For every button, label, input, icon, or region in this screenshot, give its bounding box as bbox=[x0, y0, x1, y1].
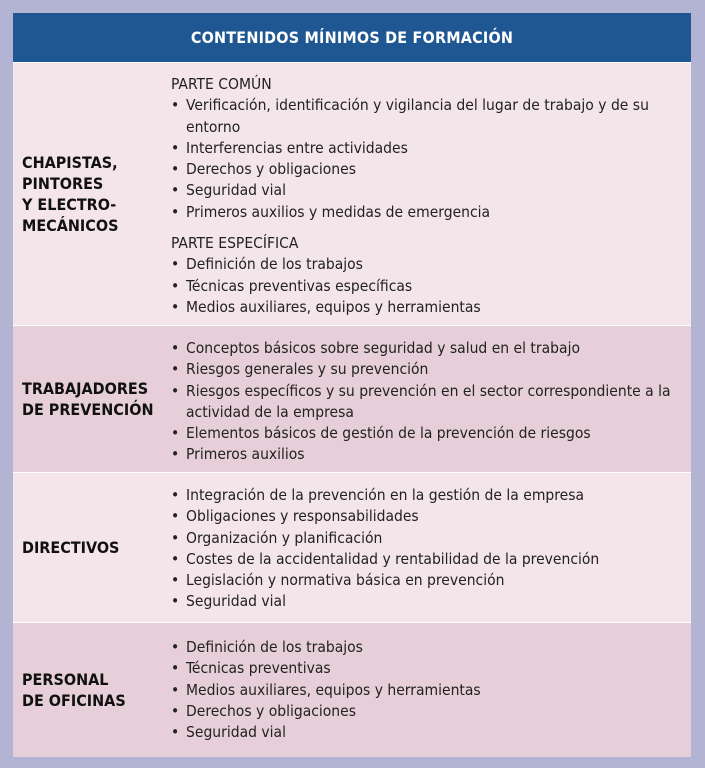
list-item bbox=[171, 381, 683, 424]
list-item-text: Legislación y normativa básica en prevención bbox=[186, 571, 505, 590]
list-item-text: Organización y planificación bbox=[186, 528, 383, 547]
list-item bbox=[171, 485, 683, 506]
list-item bbox=[171, 423, 683, 444]
list-item bbox=[171, 680, 683, 701]
list-item-text: Derechos y obligaciones bbox=[186, 701, 356, 720]
list-item bbox=[171, 528, 683, 549]
list-item-text: Definición de los trabajos bbox=[186, 638, 363, 656]
table-header bbox=[13, 13, 691, 62]
list-item bbox=[171, 95, 683, 138]
list-item bbox=[171, 276, 683, 297]
list-item-text: Técnicas preventivas específicas bbox=[186, 276, 413, 295]
list-item bbox=[171, 637, 683, 658]
bullet-icon: • bbox=[171, 160, 180, 179]
table-row-trabajadores bbox=[13, 325, 691, 472]
list-item bbox=[171, 297, 683, 318]
list-personal-oficinas bbox=[171, 637, 683, 743]
bullet-icon: • bbox=[171, 638, 180, 656]
bullet-icon: • bbox=[171, 255, 180, 274]
list-item-text: Seguridad vial bbox=[186, 592, 286, 611]
bullet-icon: • bbox=[171, 528, 180, 547]
bullet-icon: • bbox=[171, 424, 180, 443]
bullet-icon: • bbox=[171, 138, 180, 157]
list-item-text: Riesgos específicos y su prevención en el sector correspondiente a la actividad de la empresa bbox=[186, 381, 671, 421]
bullet-icon: • bbox=[171, 549, 180, 568]
section-title-especifica: PARTE ESPECÍFICA bbox=[171, 234, 299, 253]
list-item-text: Seguridad vial bbox=[186, 723, 286, 742]
category-label: CHAPISTAS, PINTORES Y ELECTRO- MECÁNICOS bbox=[22, 153, 119, 235]
list-item-text: Interferencias entre actividades bbox=[186, 138, 408, 157]
bullet-icon: • bbox=[171, 701, 180, 720]
bullet-icon: • bbox=[171, 659, 180, 678]
table-title: CONTENIDOS MÍNIMOS DE FORMACIÓN bbox=[190, 28, 514, 47]
bullet-icon: • bbox=[171, 381, 180, 400]
bullet-icon: • bbox=[171, 202, 180, 221]
list-item bbox=[171, 338, 683, 359]
category-cell bbox=[13, 623, 171, 757]
training-contents-table bbox=[13, 13, 691, 757]
section-title-comun: PARTE COMÚN bbox=[171, 75, 272, 93]
list-item bbox=[171, 180, 683, 201]
list-item bbox=[171, 722, 683, 743]
list-item bbox=[171, 159, 683, 180]
list-item-text: Obligaciones y responsabilidades bbox=[186, 507, 419, 526]
bullet-icon: • bbox=[171, 360, 180, 379]
category-cell bbox=[13, 326, 171, 472]
contents-cell bbox=[171, 473, 691, 622]
list-item-text: Seguridad vial bbox=[186, 181, 286, 200]
category-cell bbox=[13, 473, 171, 622]
table-row-directivos bbox=[13, 472, 691, 622]
list-item bbox=[171, 202, 683, 223]
list-comun bbox=[171, 95, 683, 223]
bullet-icon: • bbox=[171, 571, 180, 590]
contents-cell bbox=[171, 63, 691, 325]
category-label: TRABAJADORES DE PREVENCIÓN bbox=[22, 379, 154, 419]
list-item bbox=[171, 506, 683, 527]
list-item-text: Conceptos básicos sobre seguridad y salud en el trabajo bbox=[186, 339, 580, 357]
bullet-icon: • bbox=[171, 592, 180, 611]
list-item-text: Técnicas preventivas bbox=[186, 659, 331, 678]
list-item-text: Medios auxiliares, equipos y herramientas bbox=[186, 297, 481, 316]
bullet-icon: • bbox=[171, 276, 180, 295]
list-item-text: Costes de la accidentalidad y rentabilidad de la prevención bbox=[186, 549, 600, 568]
bullet-icon: • bbox=[171, 96, 180, 115]
list-item-text: Medios auxiliares, equipos y herramientas bbox=[186, 680, 481, 699]
bullet-icon: • bbox=[171, 507, 180, 526]
list-item bbox=[171, 591, 683, 612]
table-row-personal-oficinas bbox=[13, 622, 691, 757]
list-item bbox=[171, 658, 683, 679]
list-item bbox=[171, 444, 683, 465]
contents-cell bbox=[171, 623, 691, 757]
contents-cell bbox=[171, 326, 691, 472]
list-directivos bbox=[171, 485, 683, 613]
bullet-icon: • bbox=[171, 680, 180, 699]
list-item bbox=[171, 549, 683, 570]
list-trabajadores bbox=[171, 338, 683, 466]
list-item bbox=[171, 570, 683, 591]
list-item bbox=[171, 254, 683, 275]
list-item-text: Riesgos generales y su prevención bbox=[186, 360, 429, 379]
bullet-icon: • bbox=[171, 339, 180, 357]
bullet-icon: • bbox=[171, 445, 180, 464]
category-label: DIRECTIVOS bbox=[22, 538, 120, 557]
list-item-text: Primeros auxilios bbox=[186, 445, 305, 464]
category-label: PERSONAL DE OFICINAS bbox=[22, 670, 126, 710]
bullet-icon: • bbox=[171, 723, 180, 742]
list-item-text: Integración de la prevención en la gestión de la empresa bbox=[186, 486, 585, 504]
bullet-icon: • bbox=[171, 181, 180, 200]
list-item bbox=[171, 701, 683, 722]
list-especifica bbox=[171, 254, 683, 318]
list-item-text: Definición de los trabajos bbox=[186, 255, 363, 274]
table-row-chapistas bbox=[13, 62, 691, 325]
list-item bbox=[171, 138, 683, 159]
list-item-text: Derechos y obligaciones bbox=[186, 160, 356, 179]
list-item-text: Primeros auxilios y medidas de emergencia bbox=[186, 202, 491, 221]
bullet-icon: • bbox=[171, 297, 180, 316]
list-item-text: Elementos básicos de gestión de la prevención de riesgos bbox=[186, 424, 591, 443]
category-cell bbox=[13, 63, 171, 325]
list-item-text: Verificación, identificación y vigilancia del lugar de trabajo y de su entorno bbox=[186, 96, 649, 136]
list-item bbox=[171, 359, 683, 380]
bullet-icon: • bbox=[171, 486, 180, 504]
